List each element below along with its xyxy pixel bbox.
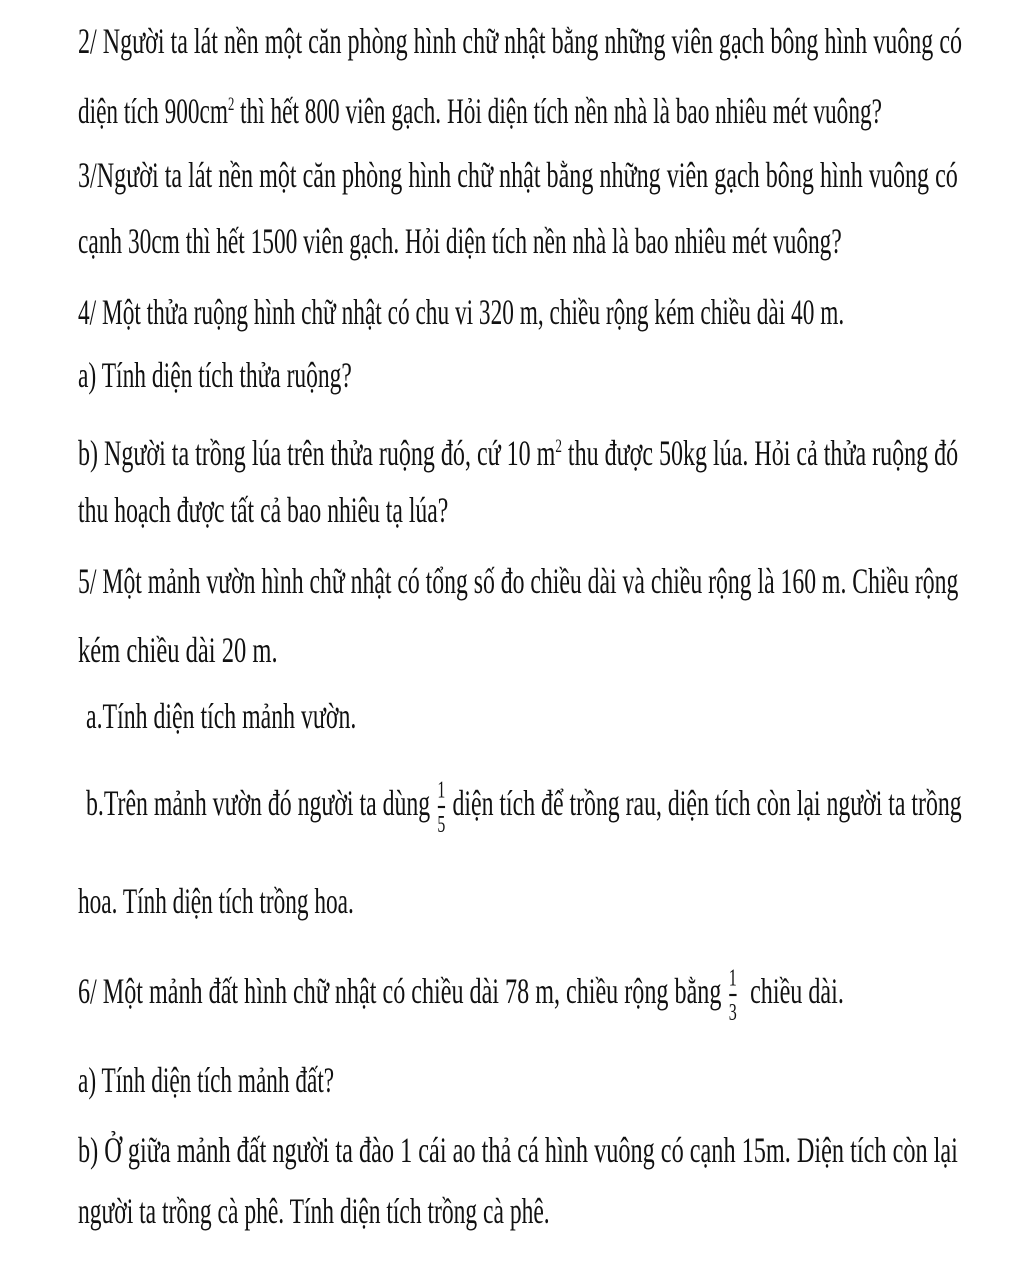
fraction-one-fifth: [437, 775, 446, 838]
problem-5-part-b-line-1: [86, 775, 962, 838]
problem-4-part-b-line-1: [78, 424, 958, 476]
superscript-2: 2: [555, 434, 562, 457]
problem-5-part-a: a.Tính diện tích mảnh vườn.: [86, 697, 357, 737]
problem-6-text-a: 6/ Một mảnh đất hình chữ nhật có chiều dài 78 m, chiều rộng bằng: [78, 972, 722, 1012]
problem-6-line-1: [78, 963, 844, 1026]
problem-3-line-2: cạnh 30cm thì hết 1500 viên gạch. Hỏi diện tích nền nhà là bao nhiêu mét vuông?: [78, 222, 842, 262]
fraction-numerator: 1: [728, 963, 737, 991]
problem-2-line-2: [78, 82, 882, 134]
fraction-bar: [729, 994, 736, 996]
problem-4-b-text-a: b) Người ta trồng lúa trên thửa ruộng đó, cứ 10 m: [78, 434, 556, 474]
problem-2-text-b: thì hết 800 viên gạch. Hỏi diện tích nền nhà là bao nhiêu mét vuông?: [234, 92, 882, 132]
problem-4-part-b-line-2: thu hoạch được tất cả bao nhiêu tạ lúa?: [78, 491, 449, 531]
problem-4-part-a: a) Tính diện tích thửa ruộng?: [78, 356, 352, 396]
problem-6-text-b: chiều dài.: [744, 972, 844, 1012]
problem-5-line-1: 5/ Một mảnh vườn hình chữ nhật có tổng số đo chiều dài và chiều rộng là 160 m. Chiều rộng: [78, 562, 959, 602]
problem-5-b-text-b: diện tích để trồng rau, diện tích còn lại người ta trồng: [452, 784, 962, 824]
problem-5-line-2: kém chiều dài 20 m.: [78, 631, 278, 671]
problem-6-part-b-line-2: người ta trồng cà phê. Tính diện tích trồng cà phê.: [78, 1192, 550, 1232]
fraction-one-third: [728, 963, 737, 1026]
problem-3-line-1: 3/Người ta lát nền một căn phòng hình chữ nhật bằng những viên gạch bông hình vuông có: [78, 156, 958, 196]
problem-4-b-text-b: thu được 50kg lúa. Hỏi cả thửa ruộng đó: [561, 434, 959, 474]
problem-2-text-a: diện tích 900cm: [78, 92, 228, 132]
fraction-denominator: 5: [437, 810, 446, 838]
problem-6-part-b-line-1: b) Ở giữa mảnh đất người ta đào 1 cái ao thả cá hình vuông có cạnh 15m. Diện tích còn lại: [78, 1131, 958, 1171]
superscript-2: 2: [227, 92, 235, 115]
problem-6-part-a: a) Tính diện tích mảnh đất?: [78, 1061, 335, 1101]
problem-2-line-1: 2/ Người ta lát nền một căn phòng hình chữ nhật bằng những viên gạch bông hình vuông có: [78, 22, 963, 62]
problem-5-b-text-a: b.Trên mảnh vườn đó người ta dùng: [86, 784, 431, 824]
fraction-numerator: 1: [437, 775, 446, 803]
fraction-denominator: 3: [728, 998, 737, 1026]
fraction-bar: [438, 806, 445, 808]
problem-5-part-b-line-2: hoa. Tính diện tích trồng hoa.: [78, 882, 354, 922]
problem-4-line-1: 4/ Một thửa ruộng hình chữ nhật có chu vi 320 m, chiều rộng kém chiều dài 40 m.: [78, 293, 845, 333]
